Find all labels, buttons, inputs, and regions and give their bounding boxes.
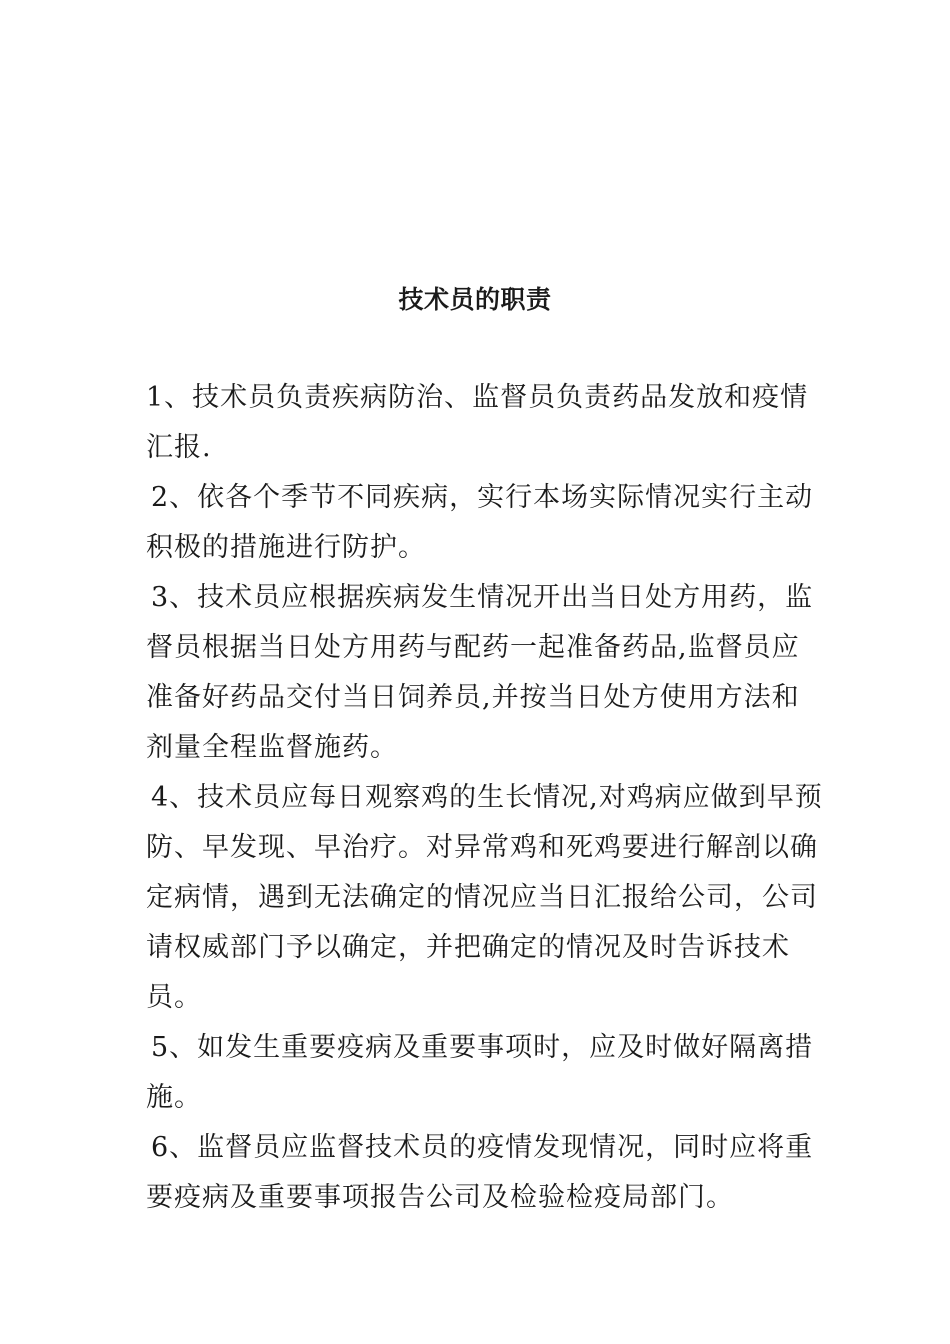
- duty-item-5: 5、如发生重要疫病及重要事项时，应及时做好隔离措施。: [146, 1032, 814, 1113]
- duty-item-2: 2、依各个季节不同疾病，实行本场实际情况实行主动积极的措施进行防护。: [146, 482, 814, 563]
- document-body: [146, 373, 826, 1223]
- duty-item-4: 4、技术员应每日观察鸡的生长情况,对鸡病应做到早预防、早发现、早治疗。对异常鸡和死鸡要进行解剖以确定病情，遇到无法确定的情况应当日汇报给公司，公司请权威部门予以确定，并把确定的情况及时告诉技术员。: [146, 782, 823, 1013]
- duty-item-6: 6、监督员应监督技术员的疫情发现情况，同时应将重要疫病及重要事项报告公司及检验检疫局部门。: [146, 1132, 814, 1213]
- document-title: 技术员的职责: [398, 285, 552, 314]
- duty-item-1: 1、技术员负责疾病防治、监督员负责药品发放和疫情汇报.: [146, 382, 809, 463]
- duty-item-3: 3、技术员应根据疾病发生情况开出当日处方用药，监督员根据当日处方用药与配药一起准备药品,监督员应准备好药品交付当日饲养员,并按当日处方使用方法和剂量全程监督施药。: [146, 582, 814, 763]
